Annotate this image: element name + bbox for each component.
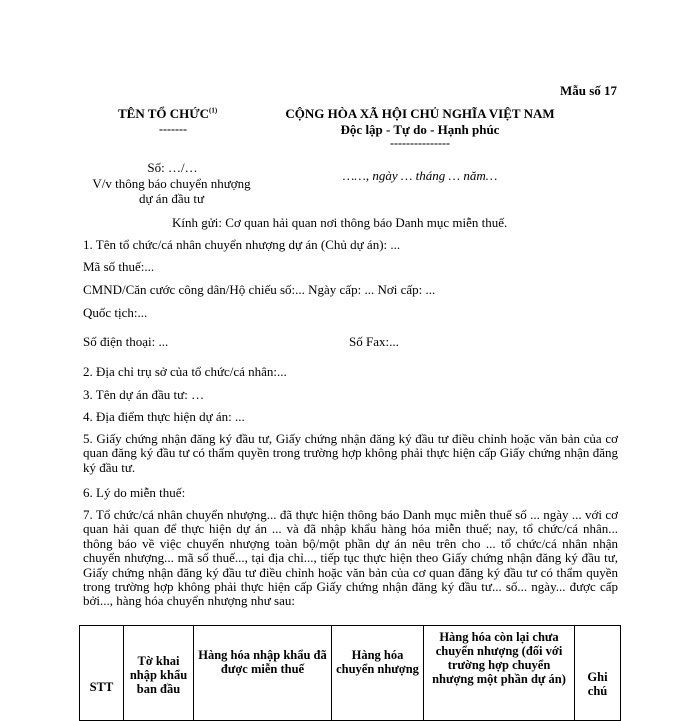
goods-table bbox=[79, 625, 621, 721]
col-remaining-goods: Hàng hóa còn lại chưa chuyển nhượng (đối với trường hợp chuyển nhượng một phần dự án) bbox=[424, 626, 575, 721]
item-7-transfer: 7. Tổ chức/cá nhân chuyển nhượng... đã thực hiện thông báo Danh mục miễn thuế số ... ngày ... với cơ quan hải quan để thực hiện dự án ... và đã nhập khẩu hàng hóa miễn thuế; nay, tổ chức/cá nhân... thông báo về việc chuyển nhượng toàn bộ/một phần dự án nêu trên cho ... tổ chức/cá nhân nhận chuyển nhượng... mã số thuế..., tại địa chỉ..., tiếp tục thực hiện theo Giấy chứng nhận đăng ký đầu tư, Giấy chứng nhận đăng ký đầu tư điều chỉnh hoặc văn bản của cơ quan đăng ký đầu tư có thẩm quyền trong trường hợp không phải thực hiện cấp Giấy chứng nhận đăng ký đầu tư... số... ngày... được cấp bởi..., hàng hóa chuyển nhượng như sau: bbox=[83, 507, 618, 609]
date-line: ……, ngày … tháng … năm… bbox=[342, 168, 498, 183]
addressee: Kính gửi: Cơ quan hải quan nơi thông báo Danh mục miễn thuế. bbox=[172, 215, 508, 230]
org-divider: ------- bbox=[159, 122, 187, 136]
form-number: Mẫu số 17 bbox=[560, 83, 618, 98]
col-exempted-goods: Hàng hóa nhập khẩu đã được miễn thuế bbox=[194, 626, 332, 721]
republic-title: CỘNG HÒA XÃ HỘI CHỦ NGHĨA VIỆT NAM bbox=[285, 106, 555, 121]
item-3-project-name: 3. Tên dự án đầu tư: … bbox=[83, 387, 205, 402]
document-number: Số: …/… bbox=[147, 160, 198, 175]
org-name: TÊN TỔ CHỨC bbox=[118, 106, 210, 121]
phone: Số điện thoại: ... bbox=[83, 334, 169, 349]
id-card: CMND/Căn cước công dân/Hộ chiếu số:... Ngày cấp: ... Nơi cấp: ... bbox=[83, 282, 436, 297]
item-1-owner: 1. Tên tổ chức/cá nhân chuyển nhượng dự án (Chủ dự án): ... bbox=[83, 237, 401, 252]
subject-line-2: dự án đầu tư bbox=[139, 191, 204, 206]
subject-line-1: V/v thông báo chuyển nhượng bbox=[92, 176, 251, 191]
item-5-certificate: 5. Giấy chứng nhận đăng ký đầu tư, Giấy chứng nhận đăng ký đầu tư điều chỉnh hoặc văn bản của cơ quan đăng ký đầu tư có thẩm quyền trong trường hợp không phải thực hiện cấp Giấy chứng nhận đăng ký đầu tư. bbox=[83, 431, 618, 475]
motto: Độc lập - Tự do - Hạnh phúc bbox=[340, 122, 500, 137]
col-notes: Ghi chú bbox=[575, 626, 621, 721]
table-header-row bbox=[80, 626, 621, 721]
item-4-location: 4. Địa điểm thực hiện dự án: ... bbox=[83, 409, 245, 424]
fax: Số Fax:... bbox=[349, 334, 399, 349]
col-stt: STT bbox=[80, 626, 124, 721]
org-name-block bbox=[118, 106, 217, 122]
item-6-reason: 6. Lý do miễn thuế: bbox=[83, 485, 186, 500]
col-transferred-goods: Hàng hóa chuyển nhượng bbox=[332, 626, 424, 721]
col-import-declaration: Tờ khai nhập khẩu ban đầu bbox=[124, 626, 194, 721]
motto-divider: --------------- bbox=[390, 136, 450, 150]
tax-code: Mã số thuế:... bbox=[83, 259, 155, 274]
org-footnote-marker: (1) bbox=[209, 106, 218, 115]
item-2-address: 2. Địa chỉ trụ sở của tổ chức/cá nhân:... bbox=[83, 364, 287, 379]
nationality: Quốc tịch:... bbox=[83, 305, 148, 320]
